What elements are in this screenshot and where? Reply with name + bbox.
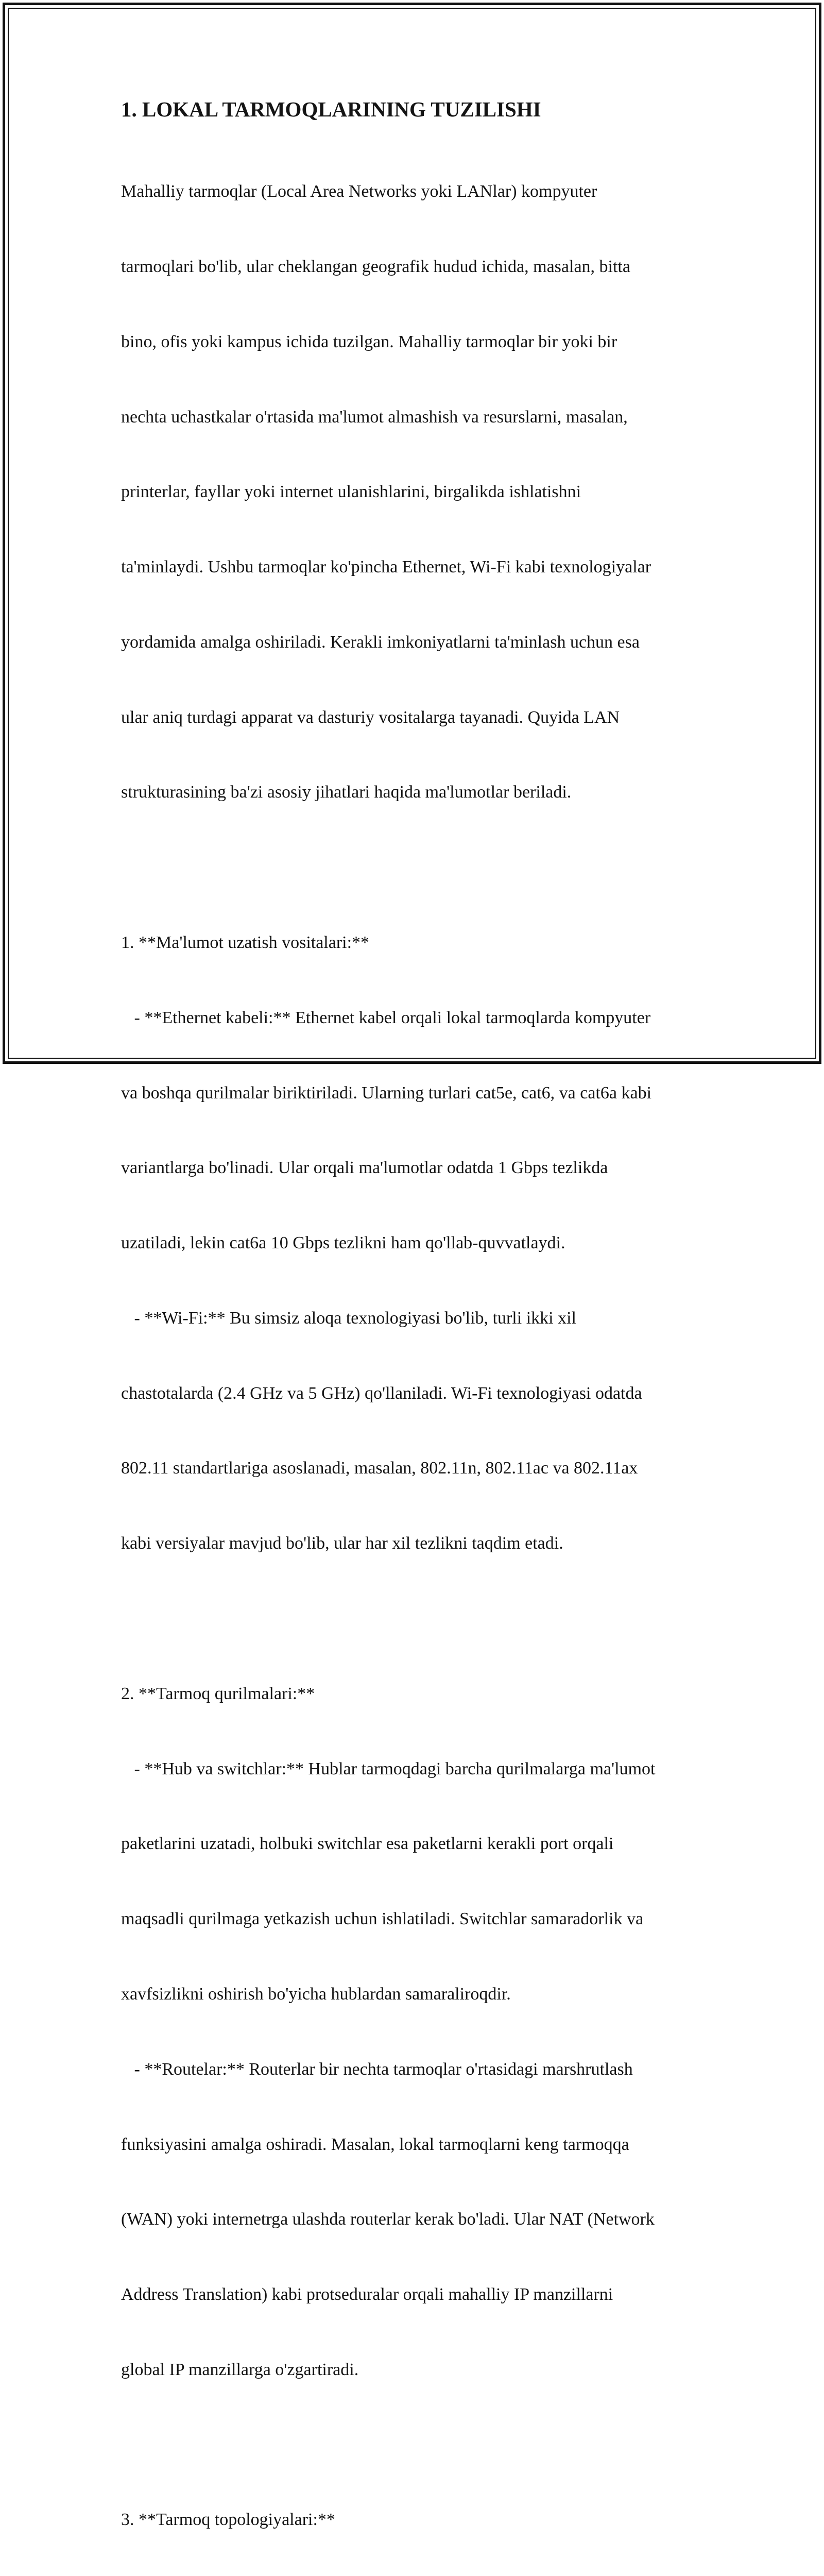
text-line: tarmoqlari bo'lib, ular cheklangan geografik hudud ichida, masalan, bitta bbox=[121, 257, 630, 276]
text-line: - **Wi-Fi:** Bu simsiz aloqa texnologiyasi bo'lib, turli ikki xil bbox=[121, 1308, 576, 1328]
text-line: chastotalarda (2.4 GHz va 5 GHz) qo'llaniladi. Wi-Fi texnologiyasi odatda bbox=[121, 1383, 642, 1403]
text-line: - **Hub va switchlar:** Hublar tarmoqdagi barcha qurilmalarga ma'lumot bbox=[121, 1759, 656, 1778]
text-line: va boshqa qurilmalar biriktiriladi. Ularning turlari cat5e, cat6, va cat6a kabi bbox=[121, 1083, 652, 1103]
text-line: ular aniq turdagi apparat va dasturiy vositalarga tayanadi. Quyida LAN bbox=[121, 707, 620, 727]
text-line: bino, ofis yoki kampus ichida tuzilgan. Mahalliy tarmoqlar bir yoki bir bbox=[121, 332, 617, 351]
paragraph-gap bbox=[121, 855, 708, 880]
text-line: global IP manzillarga o'zgartiradi. bbox=[121, 2360, 359, 2379]
section-heading: 3. **Tarmoq topologiyalari:** bbox=[121, 2510, 335, 2530]
section-heading: 2. **Tarmoq qurilmalari:** bbox=[121, 1684, 315, 1703]
text-line: funksiyasini amalga oshiradi. Masalan, lokal tarmoqlarni keng tarmoqqa bbox=[121, 2134, 629, 2154]
text-line: variantlarga bo'linadi. Ular orqali ma'lumotlar odatda 1 Gbps tezlikda bbox=[121, 1158, 608, 1178]
intro-paragraph bbox=[121, 129, 708, 855]
section-heading: 1. **Ma'lumot uzatish vositalari:** bbox=[121, 933, 370, 952]
text-line: maqsadli qurilmaga yetkazish uchun ishlatiladi. Switchlar samaradorlik va bbox=[121, 1909, 644, 1929]
section-transmission-media bbox=[121, 880, 708, 1606]
paragraph-gap bbox=[121, 1606, 708, 1632]
text-line: ta'minlaydi. Ushbu tarmoqlar ko'pincha Ethernet, Wi-Fi kabi texnologiyalar bbox=[121, 557, 651, 577]
text-line: - **Routelar:** Routerlar bir nechta tarmoqlar o'rtasidagi marshrutlash bbox=[121, 2059, 633, 2079]
text-line: - **Ethernet kabeli:** Ethernet kabel orqali lokal tarmoqlarda kompyuter bbox=[121, 1008, 651, 1027]
paragraph-gap bbox=[121, 2433, 708, 2458]
document-title: 1. LOKAL TARMOQLARINING TUZILISHI bbox=[121, 97, 541, 121]
text-line: printerlar, fayllar yoki internet ulanishlarini, birgalikda ishlatishni bbox=[121, 482, 581, 502]
text-line: 802.11 standartlariga asoslanadi, masalan, 802.11n, 802.11ac va 802.11ax bbox=[121, 1459, 638, 1478]
section-network-devices bbox=[121, 1632, 708, 2433]
text-line: kabi versiyalar mavjud bo'lib, ular har xil tezlikni taqdim etadi. bbox=[121, 1534, 563, 1553]
text-line: yordamida amalga oshiriladi. Kerakli imkoniyatlarni ta'minlash uchun esa bbox=[121, 632, 640, 652]
text-line: (WAN) yoki internetrga ulashda routerlar kerak bo'ladi. Ular NAT (Network bbox=[121, 2210, 655, 2229]
document-page bbox=[121, 95, 708, 2576]
text-line: xavfsizlikni oshirish bo'yicha hublardan samaraliroqdir. bbox=[121, 1984, 511, 2004]
text-line: Address Translation) kabi protseduralar orqali mahalliy IP manzillarni bbox=[121, 2285, 613, 2304]
section-topologies bbox=[121, 2458, 708, 2576]
text-line: nechta uchastkalar o'rtasida ma'lumot almashish va resurslarni, masalan, bbox=[121, 407, 628, 427]
text-line: strukturasining ba'zi asosiy jihatlari haqida ma'lumotlar beriladi. bbox=[121, 783, 572, 802]
text-line: paketlarini uzatadi, holbuki switchlar esa paketlarni kerakli port orqali bbox=[121, 1834, 614, 1854]
text-line: Mahalliy tarmoqlar (Local Area Networks yoki LANlar) kompyuter bbox=[121, 182, 597, 201]
text-line: uzatiladi, lekin cat6a 10 Gbps tezlikni ham qo'llab-quvvatlaydi. bbox=[121, 1233, 565, 1253]
